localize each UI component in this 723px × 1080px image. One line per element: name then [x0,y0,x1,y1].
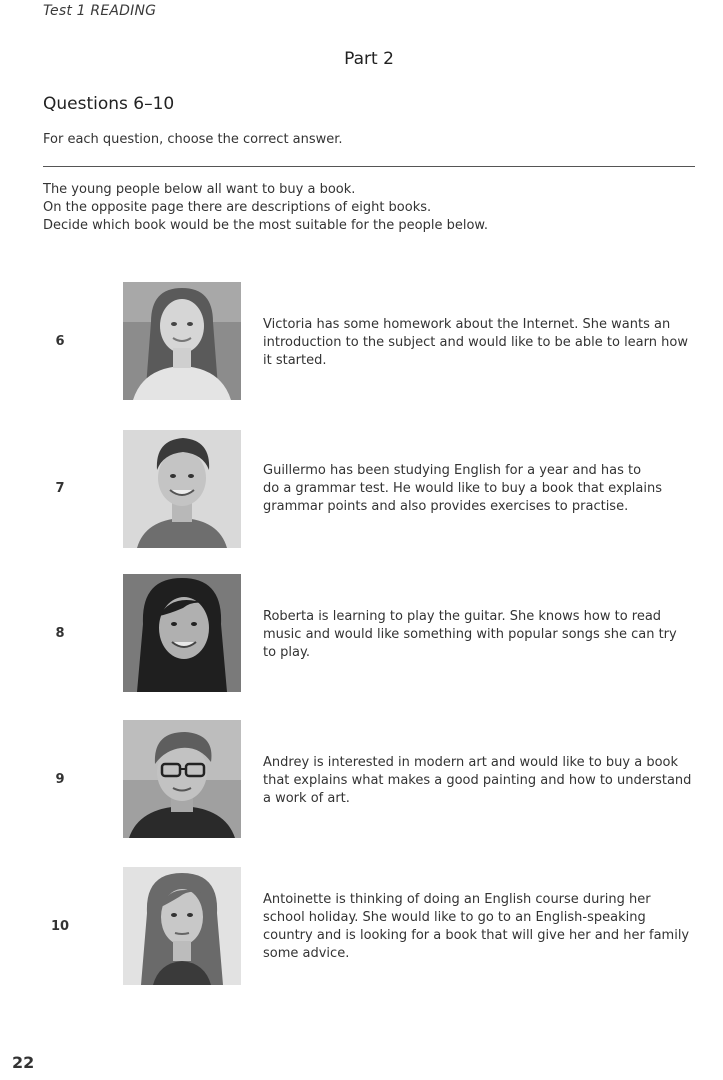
description-line: country and is looking for a book that will give her and her family [263,928,690,943]
description-line: introduction to the subject and would like to be able to learn how [263,335,688,350]
questions-heading: Questions 6–10 [43,94,175,114]
running-header: Test 1 READING [43,3,157,19]
photo-guillermo [123,430,241,548]
question-row-6 [0,282,723,400]
description-line: a work of art. [263,791,350,806]
question-row-7 [0,430,723,548]
question-row-8 [0,574,723,692]
description-antoinette [263,891,693,963]
description-line: Guillermo has been studying English for a year and has to [263,463,642,478]
description-line: that explains what makes a good painting and how to understand [263,773,692,788]
question-row-10 [0,867,723,985]
instruction-text: For each question, choose the correct answer. [43,132,343,147]
description-victoria [263,316,693,370]
part-title: Part 2 [344,49,394,69]
description-line: it started. [263,353,327,368]
description-andrey [263,754,693,808]
question-number: 7 [55,481,65,496]
description-roberta [263,608,693,662]
photo-andrey [123,720,241,838]
intro-line: Decide which book would be the most suitable for the people below. [43,218,489,233]
description-guillermo [263,462,693,516]
intro-text [43,181,488,235]
portrait-boy-glasses-icon [123,720,241,838]
divider-rule [43,166,695,167]
portrait-girl-icon [123,282,241,400]
description-line: to play. [263,645,310,660]
portrait-girl-icon [123,574,241,692]
intro-line: The young people below all want to buy a book. [43,182,356,197]
portrait-girl-icon [123,867,241,985]
photo-antoinette [123,867,241,985]
description-line: music and would like something with popular songs she can try [263,627,677,642]
question-number: 6 [55,334,65,349]
description-line: Antoinette is thinking of doing an English course during her [263,892,651,907]
question-number: 8 [55,626,65,641]
description-line: some advice. [263,946,350,961]
description-line: Victoria has some homework about the Internet. She wants an [263,317,671,332]
page-number: 22 [12,1053,35,1072]
description-line: grammar points and also provides exercises to practise. [263,499,629,514]
description-line: Roberta is learning to play the guitar. She knows how to read [263,609,662,624]
question-number: 9 [55,772,65,787]
intro-line: On the opposite page there are descriptions of eight books. [43,200,432,215]
photo-victoria [123,282,241,400]
question-row-9 [0,720,723,838]
question-number: 10 [50,919,70,934]
photo-roberta [123,574,241,692]
description-line: Andrey is interested in modern art and would like to buy a book [263,755,679,770]
portrait-boy-icon [123,430,241,548]
description-line: do a grammar test. He would like to buy a book that explains [263,481,663,496]
description-line: school holiday. She would like to go to an English-speaking [263,910,646,925]
